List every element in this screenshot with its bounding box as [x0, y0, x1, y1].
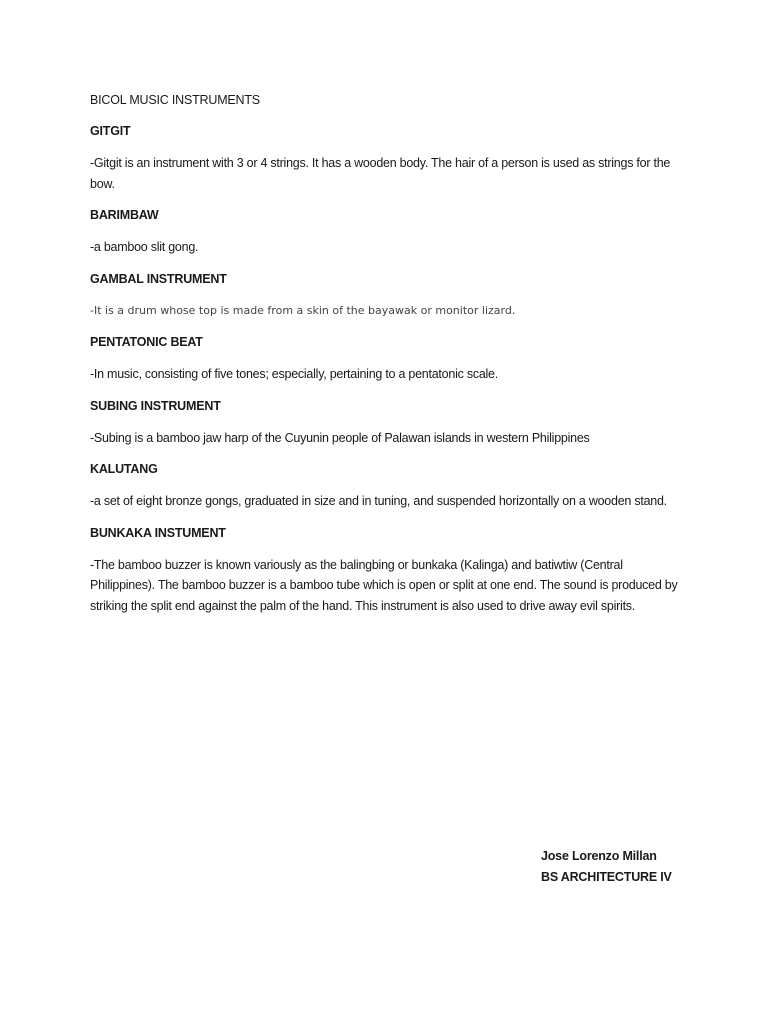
section-text: -a bamboo slit gong.	[90, 240, 199, 254]
signature-block	[541, 846, 741, 887]
section-heading: BARIMBAW	[90, 208, 159, 222]
section-barimbaw	[90, 205, 680, 258]
section-text: -In music, consisting of five tones; especially, pertaining to a pentatonic scale.	[90, 367, 498, 381]
document-body	[90, 90, 680, 627]
section-kalutang	[90, 459, 680, 512]
section-subing	[90, 396, 680, 449]
section-gitgit	[90, 121, 680, 194]
section-text: -The bamboo buzzer is known variously as the balingbing or bunkaka (Kalinga) and batiwtiw (Central Philippines). The bamboo buzzer is a bamboo tube which is open or split at one end. The sound is produced by striking the split end against the palm of the hand. This instrument is also used to drive away evil spirits.	[90, 557, 678, 613]
author-name: Jose Lorenzo Millan	[541, 849, 657, 863]
section-heading: PENTATONIC BEAT	[90, 335, 203, 349]
section-heading: BUNKAKA INSTUMENT	[90, 525, 226, 540]
section-bunkaka	[90, 523, 680, 617]
section-heading: GAMBAL INSTRUMENT	[90, 271, 227, 286]
section-gambal	[90, 269, 680, 322]
section-text: -Subing is a bamboo jaw harp of the Cuyunin people of Palawan islands in western Philippines	[90, 430, 590, 445]
author-course: BS ARCHITECTURE IV	[541, 869, 672, 884]
section-pentatonic	[90, 332, 680, 385]
section-heading: KALUTANG	[90, 462, 158, 476]
section-heading: SUBING INSTRUMENT	[90, 398, 221, 413]
document-title: BICOL MUSIC INSTRUMENTS	[90, 93, 260, 107]
section-text: -a set of eight bronze gongs, graduated in size and in tuning, and suspended horizontally on a wooden stand.	[90, 494, 667, 508]
section-heading: GITGIT	[90, 124, 131, 138]
section-text: -It is a drum whose top is made from a skin of the bayawak or monitor lizard.	[90, 303, 516, 317]
section-text: -Gitgit is an instrument with 3 or 4 strings. It has a wooden body. The hair of a person is used as strings for the bow.	[90, 156, 671, 191]
